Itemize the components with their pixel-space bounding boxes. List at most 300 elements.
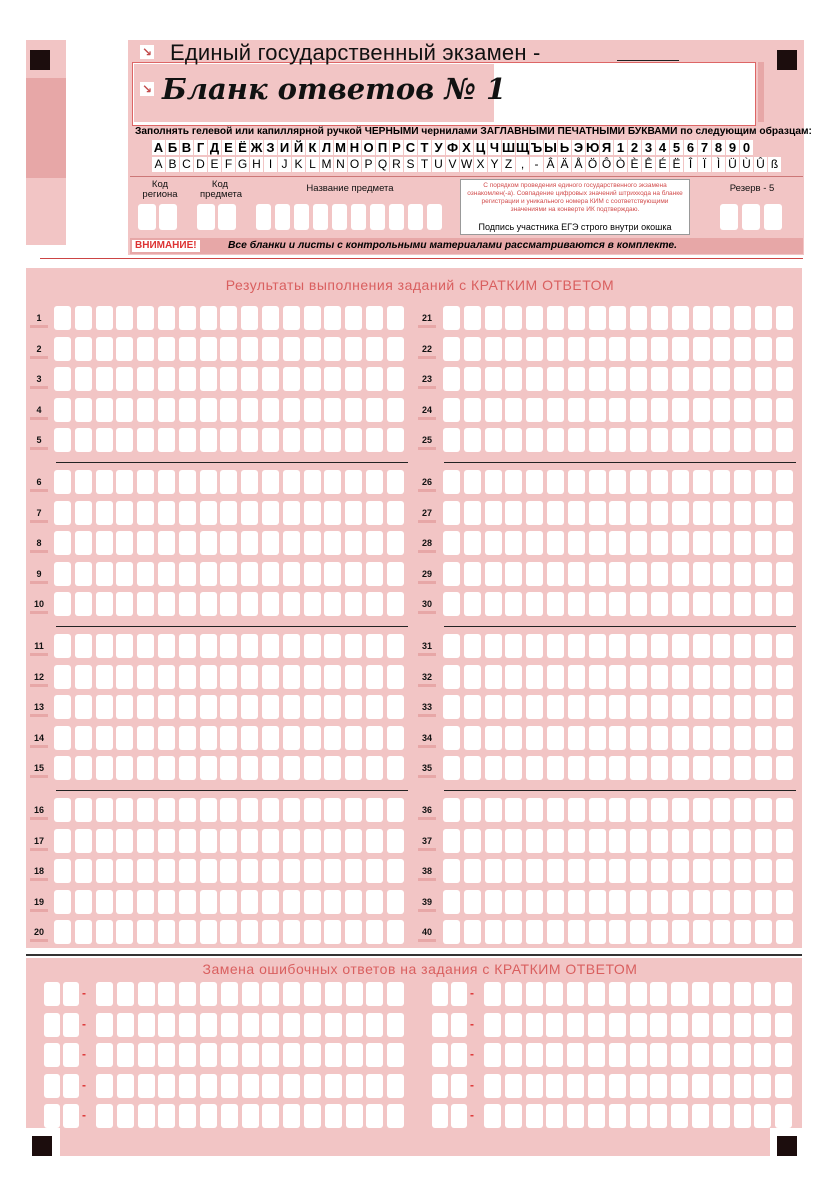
replacement-answer-cell[interactable] [567, 1043, 584, 1067]
answer-cell[interactable] [526, 367, 543, 391]
answer-cell[interactable] [485, 726, 502, 750]
answer-cell[interactable] [241, 337, 258, 361]
answer-cell[interactable] [324, 398, 341, 422]
replacement-answer-cell[interactable] [242, 1013, 259, 1037]
answer-cell[interactable] [387, 531, 404, 555]
replacement-answer-cell[interactable] [346, 1074, 363, 1098]
answer-cell[interactable] [693, 859, 710, 883]
answer-cell[interactable] [526, 695, 543, 719]
answer-cell[interactable] [568, 428, 585, 452]
replacement-answer-cell[interactable] [546, 1104, 563, 1128]
replacement-number-cell[interactable] [63, 1104, 79, 1128]
answer-cell[interactable] [776, 665, 793, 689]
answer-cell[interactable] [324, 756, 341, 780]
answer-cell[interactable] [200, 798, 217, 822]
answer-cell[interactable] [262, 890, 279, 914]
answer-cell[interactable] [366, 367, 383, 391]
answer-cell[interactable] [443, 398, 460, 422]
answer-cell[interactable] [158, 592, 175, 616]
answer-cell[interactable] [485, 798, 502, 822]
answer-cell[interactable] [262, 367, 279, 391]
answer-cell[interactable] [179, 501, 196, 525]
answer-cell[interactable] [651, 726, 668, 750]
answer-cell[interactable] [116, 470, 133, 494]
answer-cell[interactable] [220, 531, 237, 555]
answer-cell[interactable] [547, 592, 564, 616]
answer-cell[interactable] [200, 890, 217, 914]
answer-cell[interactable] [589, 695, 606, 719]
answer-cell[interactable] [630, 592, 647, 616]
answer-cell[interactable] [137, 562, 154, 586]
answer-cell[interactable] [54, 367, 71, 391]
answer-cell[interactable] [304, 501, 321, 525]
answer-cell[interactable] [443, 859, 460, 883]
answer-cell[interactable] [345, 592, 362, 616]
answer-cell[interactable] [589, 829, 606, 853]
answer-cell[interactable] [776, 398, 793, 422]
answer-cell[interactable] [485, 306, 502, 330]
answer-cell[interactable] [387, 562, 404, 586]
replacement-answer-cell[interactable] [734, 1074, 751, 1098]
answer-cell[interactable] [672, 501, 689, 525]
answer-cell[interactable] [464, 306, 481, 330]
answer-cell[interactable] [75, 726, 92, 750]
answer-cell[interactable] [200, 756, 217, 780]
answer-cell[interactable] [158, 798, 175, 822]
replacement-answer-cell[interactable] [262, 982, 279, 1006]
subject-code-cell[interactable] [218, 204, 236, 230]
answer-cell[interactable] [220, 829, 237, 853]
replacement-answer-cell[interactable] [304, 982, 321, 1006]
replacement-answer-cell[interactable] [734, 1043, 751, 1067]
answer-cell[interactable] [547, 470, 564, 494]
answer-cell[interactable] [220, 634, 237, 658]
replacement-answer-cell[interactable] [283, 1013, 300, 1037]
answer-cell[interactable] [464, 890, 481, 914]
replacement-answer-cell[interactable] [650, 1013, 667, 1037]
answer-cell[interactable] [220, 398, 237, 422]
answer-cell[interactable] [776, 829, 793, 853]
answer-cell[interactable] [693, 756, 710, 780]
replacement-answer-cell[interactable] [650, 1043, 667, 1067]
replacement-number-cell[interactable] [44, 1074, 60, 1098]
answer-cell[interactable] [609, 367, 626, 391]
answer-cell[interactable] [220, 306, 237, 330]
answer-cell[interactable] [505, 470, 522, 494]
replacement-answer-cell[interactable] [158, 1013, 175, 1037]
answer-cell[interactable] [241, 592, 258, 616]
answer-cell[interactable] [568, 562, 585, 586]
answer-cell[interactable] [96, 398, 113, 422]
answer-cell[interactable] [734, 756, 751, 780]
answer-cell[interactable] [589, 859, 606, 883]
answer-cell[interactable] [464, 337, 481, 361]
answer-cell[interactable] [241, 306, 258, 330]
replacement-answer-cell[interactable] [775, 1104, 792, 1128]
answer-cell[interactable] [137, 695, 154, 719]
answer-cell[interactable] [179, 592, 196, 616]
answer-cell[interactable] [262, 798, 279, 822]
replacement-answer-cell[interactable] [713, 1074, 730, 1098]
answer-cell[interactable] [713, 306, 730, 330]
answer-cell[interactable] [345, 756, 362, 780]
answer-cell[interactable] [304, 829, 321, 853]
answer-cell[interactable] [200, 829, 217, 853]
answer-cell[interactable] [776, 756, 793, 780]
answer-cell[interactable] [505, 829, 522, 853]
answer-cell[interactable] [158, 859, 175, 883]
answer-cell[interactable] [75, 920, 92, 944]
answer-cell[interactable] [776, 306, 793, 330]
answer-cell[interactable] [464, 665, 481, 689]
answer-cell[interactable] [54, 562, 71, 586]
replacement-number-cell[interactable] [432, 1013, 448, 1037]
answer-cell[interactable] [526, 562, 543, 586]
subject-name-cell[interactable] [294, 204, 309, 230]
answer-cell[interactable] [505, 634, 522, 658]
answer-cell[interactable] [485, 920, 502, 944]
answer-cell[interactable] [304, 859, 321, 883]
answer-cell[interactable] [609, 665, 626, 689]
answer-cell[interactable] [179, 890, 196, 914]
answer-cell[interactable] [734, 562, 751, 586]
replacement-answer-cell[interactable] [117, 1074, 134, 1098]
answer-cell[interactable] [387, 859, 404, 883]
replacement-number-cell[interactable] [44, 1013, 60, 1037]
replacement-answer-cell[interactable] [158, 1104, 175, 1128]
answer-cell[interactable] [651, 798, 668, 822]
answer-cell[interactable] [158, 398, 175, 422]
answer-cell[interactable] [345, 531, 362, 555]
answer-cell[interactable] [241, 428, 258, 452]
replacement-answer-cell[interactable] [713, 982, 730, 1006]
answer-cell[interactable] [464, 592, 481, 616]
answer-cell[interactable] [485, 592, 502, 616]
answer-cell[interactable] [734, 665, 751, 689]
answer-cell[interactable] [693, 470, 710, 494]
answer-cell[interactable] [776, 890, 793, 914]
answer-cell[interactable] [589, 428, 606, 452]
answer-cell[interactable] [505, 920, 522, 944]
answer-cell[interactable] [96, 531, 113, 555]
replacement-answer-cell[interactable] [609, 1074, 626, 1098]
replacement-answer-cell[interactable] [283, 1104, 300, 1128]
answer-cell[interactable] [75, 501, 92, 525]
answer-cell[interactable] [54, 890, 71, 914]
answer-cell[interactable] [158, 367, 175, 391]
answer-cell[interactable] [345, 306, 362, 330]
answer-cell[interactable] [672, 306, 689, 330]
answer-cell[interactable] [283, 695, 300, 719]
answer-cell[interactable] [693, 398, 710, 422]
answer-cell[interactable] [589, 306, 606, 330]
answer-cell[interactable] [96, 695, 113, 719]
replacement-number-cell[interactable] [451, 1013, 467, 1037]
answer-cell[interactable] [651, 531, 668, 555]
answer-cell[interactable] [505, 665, 522, 689]
subject-name-cell[interactable] [256, 204, 271, 230]
replacement-answer-cell[interactable] [387, 1043, 404, 1067]
replacement-answer-cell[interactable] [96, 982, 113, 1006]
answer-cell[interactable] [776, 726, 793, 750]
answer-cell[interactable] [262, 665, 279, 689]
answer-cell[interactable] [505, 428, 522, 452]
answer-cell[interactable] [200, 592, 217, 616]
answer-cell[interactable] [713, 337, 730, 361]
answer-cell[interactable] [734, 398, 751, 422]
answer-cell[interactable] [304, 920, 321, 944]
answer-cell[interactable] [609, 501, 626, 525]
answer-cell[interactable] [345, 470, 362, 494]
answer-cell[interactable] [526, 337, 543, 361]
replacement-answer-cell[interactable] [96, 1074, 113, 1098]
answer-cell[interactable] [485, 829, 502, 853]
answer-cell[interactable] [755, 367, 772, 391]
answer-cell[interactable] [179, 306, 196, 330]
replacement-answer-cell[interactable] [526, 982, 543, 1006]
answer-cell[interactable] [116, 695, 133, 719]
replacement-answer-cell[interactable] [262, 1043, 279, 1067]
answer-cell[interactable] [324, 562, 341, 586]
replacement-answer-cell[interactable] [262, 1013, 279, 1037]
answer-cell[interactable] [304, 562, 321, 586]
answer-cell[interactable] [283, 337, 300, 361]
replacement-answer-cell[interactable] [588, 1013, 605, 1037]
answer-cell[interactable] [75, 337, 92, 361]
replacement-answer-cell[interactable] [484, 1104, 501, 1128]
answer-cell[interactable] [547, 756, 564, 780]
replacement-answer-cell[interactable] [262, 1074, 279, 1098]
answer-cell[interactable] [241, 756, 258, 780]
answer-cell[interactable] [387, 428, 404, 452]
answer-cell[interactable] [75, 562, 92, 586]
answer-cell[interactable] [651, 859, 668, 883]
answer-cell[interactable] [443, 634, 460, 658]
replacement-answer-cell[interactable] [117, 982, 134, 1006]
answer-cell[interactable] [568, 798, 585, 822]
answer-cell[interactable] [734, 531, 751, 555]
answer-cell[interactable] [283, 859, 300, 883]
answer-cell[interactable] [54, 306, 71, 330]
answer-cell[interactable] [54, 695, 71, 719]
answer-cell[interactable] [283, 726, 300, 750]
replacement-answer-cell[interactable] [96, 1043, 113, 1067]
answer-cell[interactable] [713, 634, 730, 658]
answer-cell[interactable] [443, 592, 460, 616]
replacement-number-cell[interactable] [451, 1104, 467, 1128]
replacement-answer-cell[interactable] [117, 1043, 134, 1067]
answer-cell[interactable] [547, 337, 564, 361]
answer-cell[interactable] [220, 798, 237, 822]
answer-cell[interactable] [366, 665, 383, 689]
answer-cell[interactable] [283, 367, 300, 391]
answer-cell[interactable] [220, 890, 237, 914]
answer-cell[interactable] [734, 695, 751, 719]
answer-cell[interactable] [485, 695, 502, 719]
replacement-answer-cell[interactable] [366, 982, 383, 1006]
answer-cell[interactable] [609, 920, 626, 944]
replacement-answer-cell[interactable] [609, 1013, 626, 1037]
answer-cell[interactable] [262, 859, 279, 883]
answer-cell[interactable] [713, 367, 730, 391]
replacement-answer-cell[interactable] [630, 1013, 647, 1037]
answer-cell[interactable] [609, 756, 626, 780]
answer-cell[interactable] [734, 501, 751, 525]
replacement-number-cell[interactable] [451, 1043, 467, 1067]
replacement-answer-cell[interactable] [325, 1074, 342, 1098]
replacement-answer-cell[interactable] [713, 1104, 730, 1128]
answer-cell[interactable] [443, 367, 460, 391]
answer-cell[interactable] [304, 428, 321, 452]
replacement-answer-cell[interactable] [96, 1104, 113, 1128]
answer-cell[interactable] [672, 756, 689, 780]
answer-cell[interactable] [262, 306, 279, 330]
replacement-number-cell[interactable] [451, 1074, 467, 1098]
answer-cell[interactable] [630, 470, 647, 494]
answer-cell[interactable] [672, 695, 689, 719]
answer-cell[interactable] [262, 428, 279, 452]
answer-cell[interactable] [609, 726, 626, 750]
subject-name-cell[interactable] [332, 204, 347, 230]
answer-cell[interactable] [96, 367, 113, 391]
answer-cell[interactable] [464, 531, 481, 555]
answer-cell[interactable] [734, 634, 751, 658]
replacement-answer-cell[interactable] [609, 1043, 626, 1067]
answer-cell[interactable] [547, 398, 564, 422]
answer-cell[interactable] [755, 562, 772, 586]
replacement-answer-cell[interactable] [387, 1013, 404, 1037]
answer-cell[interactable] [485, 470, 502, 494]
answer-cell[interactable] [96, 829, 113, 853]
answer-cell[interactable] [755, 634, 772, 658]
answer-cell[interactable] [630, 428, 647, 452]
answer-cell[interactable] [324, 890, 341, 914]
answer-cell[interactable] [526, 592, 543, 616]
answer-cell[interactable] [366, 337, 383, 361]
answer-cell[interactable] [589, 890, 606, 914]
replacement-answer-cell[interactable] [588, 1043, 605, 1067]
answer-cell[interactable] [651, 829, 668, 853]
replacement-answer-cell[interactable] [671, 1104, 688, 1128]
answer-cell[interactable] [387, 470, 404, 494]
answer-cell[interactable] [755, 920, 772, 944]
answer-cell[interactable] [568, 501, 585, 525]
answer-cell[interactable] [116, 920, 133, 944]
answer-cell[interactable] [464, 501, 481, 525]
answer-cell[interactable] [179, 428, 196, 452]
answer-cell[interactable] [366, 428, 383, 452]
answer-cell[interactable] [755, 829, 772, 853]
replacement-answer-cell[interactable] [304, 1043, 321, 1067]
answer-cell[interactable] [137, 428, 154, 452]
answer-cell[interactable] [526, 859, 543, 883]
answer-cell[interactable] [485, 562, 502, 586]
answer-cell[interactable] [672, 726, 689, 750]
answer-cell[interactable] [609, 531, 626, 555]
answer-cell[interactable] [630, 726, 647, 750]
answer-cell[interactable] [630, 367, 647, 391]
answer-cell[interactable] [283, 665, 300, 689]
answer-cell[interactable] [387, 756, 404, 780]
answer-cell[interactable] [241, 798, 258, 822]
answer-cell[interactable] [116, 501, 133, 525]
replacement-answer-cell[interactable] [567, 1013, 584, 1037]
replacement-answer-cell[interactable] [650, 982, 667, 1006]
replacement-answer-cell[interactable] [505, 1043, 522, 1067]
replacement-answer-cell[interactable] [387, 982, 404, 1006]
answer-cell[interactable] [158, 756, 175, 780]
replacement-answer-cell[interactable] [304, 1013, 321, 1037]
answer-cell[interactable] [137, 634, 154, 658]
answer-cell[interactable] [776, 337, 793, 361]
replacement-answer-cell[interactable] [588, 982, 605, 1006]
replacement-answer-cell[interactable] [526, 1104, 543, 1128]
replacement-answer-cell[interactable] [754, 1013, 771, 1037]
replacement-answer-cell[interactable] [775, 1074, 792, 1098]
replacement-answer-cell[interactable] [692, 1104, 709, 1128]
replacement-number-cell[interactable] [44, 1043, 60, 1067]
answer-cell[interactable] [672, 337, 689, 361]
replacement-answer-cell[interactable] [158, 982, 175, 1006]
replacement-answer-cell[interactable] [387, 1104, 404, 1128]
answer-cell[interactable] [96, 428, 113, 452]
answer-cell[interactable] [304, 890, 321, 914]
answer-cell[interactable] [547, 306, 564, 330]
replacement-answer-cell[interactable] [692, 1013, 709, 1037]
answer-cell[interactable] [776, 531, 793, 555]
answer-cell[interactable] [755, 695, 772, 719]
replacement-answer-cell[interactable] [325, 1043, 342, 1067]
answer-cell[interactable] [137, 592, 154, 616]
answer-cell[interactable] [116, 829, 133, 853]
replacement-answer-cell[interactable] [283, 1074, 300, 1098]
answer-cell[interactable] [547, 726, 564, 750]
replacement-answer-cell[interactable] [304, 1104, 321, 1128]
answer-cell[interactable] [505, 726, 522, 750]
answer-cell[interactable] [526, 726, 543, 750]
answer-cell[interactable] [526, 829, 543, 853]
replacement-answer-cell[interactable] [484, 982, 501, 1006]
answer-cell[interactable] [75, 859, 92, 883]
replacement-answer-cell[interactable] [775, 982, 792, 1006]
answer-cell[interactable] [672, 798, 689, 822]
answer-cell[interactable] [366, 531, 383, 555]
answer-cell[interactable] [220, 920, 237, 944]
answer-cell[interactable] [200, 337, 217, 361]
answer-cell[interactable] [345, 428, 362, 452]
answer-cell[interactable] [505, 695, 522, 719]
answer-cell[interactable] [241, 398, 258, 422]
answer-cell[interactable] [443, 798, 460, 822]
answer-cell[interactable] [547, 829, 564, 853]
answer-cell[interactable] [589, 562, 606, 586]
answer-cell[interactable] [137, 531, 154, 555]
answer-cell[interactable] [158, 470, 175, 494]
answer-cell[interactable] [179, 859, 196, 883]
answer-cell[interactable] [387, 634, 404, 658]
answer-cell[interactable] [651, 398, 668, 422]
replacement-answer-cell[interactable] [754, 1074, 771, 1098]
answer-cell[interactable] [568, 470, 585, 494]
answer-cell[interactable] [179, 829, 196, 853]
answer-cell[interactable] [75, 306, 92, 330]
answer-cell[interactable] [547, 665, 564, 689]
replacement-answer-cell[interactable] [366, 1104, 383, 1128]
answer-cell[interactable] [776, 634, 793, 658]
answer-cell[interactable] [693, 501, 710, 525]
answer-cell[interactable] [241, 531, 258, 555]
answer-cell[interactable] [158, 306, 175, 330]
